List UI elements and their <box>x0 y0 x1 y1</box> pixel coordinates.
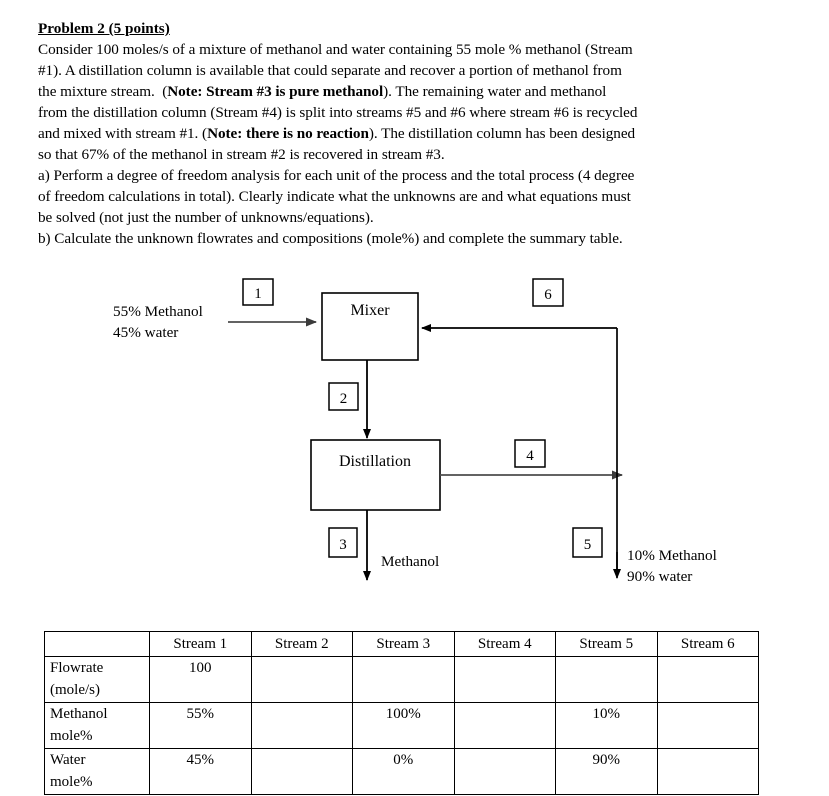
statement-line-4: from the distillation column (Stream #4) is split into streams #5 and #6 where stream #6 is recycled <box>38 104 638 121</box>
cell-water-stream-3[interactable]: 0% <box>353 749 455 795</box>
process-flow-diagram <box>0 262 829 602</box>
header-stream-4: Stream 4 <box>454 632 556 657</box>
row-label-methanol-line2: mole% <box>50 728 93 744</box>
distillation-box <box>311 440 440 510</box>
statement-line-5-pre: and mixed with stream #1. ( <box>38 125 208 142</box>
statement-line-5 <box>38 123 796 144</box>
note-stream-3-pure: Note: Stream #3 is pure methanol <box>167 83 384 100</box>
statement-line-3 <box>38 81 796 102</box>
cell-methanol-stream-6[interactable] <box>657 703 759 749</box>
problem-title: Problem 2 (5 points) <box>38 20 170 37</box>
header-stream-2: Stream 2 <box>251 632 353 657</box>
stream-5-label-box <box>573 528 602 557</box>
cell-methanol-stream-2[interactable] <box>251 703 353 749</box>
distillation-label: Distillation <box>339 453 411 470</box>
header-stream-3: Stream 3 <box>353 632 455 657</box>
problem-statement <box>38 18 796 249</box>
feed-composition-line1: 55% Methanol <box>113 303 203 320</box>
row-label-flowrate-line1: Flowrate <box>50 660 104 676</box>
cell-methanol-stream-3[interactable]: 100% <box>353 703 455 749</box>
cell-flowrate-stream-6[interactable] <box>657 657 759 703</box>
stream-6-number: 6 <box>544 287 552 303</box>
stream-6-label-box <box>533 279 563 306</box>
statement-line-1: Consider 100 moles/s of a mixture of methanol and water containing 55 mole % methanol (Stream <box>38 41 633 58</box>
cell-flowrate-stream-4[interactable] <box>454 657 556 703</box>
header-stream-1: Stream 1 <box>150 632 252 657</box>
cell-flowrate-stream-1[interactable]: 100 <box>150 657 252 703</box>
methanol-product-label: Methanol <box>381 553 440 570</box>
header-blank <box>45 632 150 657</box>
cell-water-stream-5[interactable]: 90% <box>556 749 658 795</box>
table-row <box>45 749 759 795</box>
cell-flowrate-stream-2[interactable] <box>251 657 353 703</box>
row-label-water-line1: Water <box>50 752 86 768</box>
table-header-row <box>45 632 759 657</box>
statement-line-9: be solved (not just the number of unknowns/equations). <box>38 209 374 226</box>
stream-4-number: 4 <box>526 448 534 464</box>
statement-line-2: #1). A distillation column is available that could separate and recover a portion of methanol from <box>38 62 622 79</box>
stream-2-number: 2 <box>339 391 348 407</box>
cell-flowrate-stream-5[interactable] <box>556 657 658 703</box>
statement-line-5-post: ). The distillation column has been designed <box>368 125 636 142</box>
mixer-unit <box>322 293 418 360</box>
table-row <box>45 703 759 749</box>
feed-composition-line2: 45% water <box>113 324 179 341</box>
cell-flowrate-stream-3[interactable] <box>353 657 455 703</box>
row-label-water-line2: mole% <box>50 774 93 790</box>
stream-1-number: 1 <box>254 286 262 302</box>
cell-methanol-stream-5[interactable]: 10% <box>556 703 658 749</box>
bottoms-composition-line2: 90% water <box>627 568 693 585</box>
statement-line-3-post: ). The remaining water and methanol <box>383 83 607 100</box>
row-label-flowrate-line2: (mole/s) <box>50 682 100 698</box>
statement-line-8: of freedom calculations in total). Clearly indicate what the unknowns are and what equations must <box>38 188 631 205</box>
stream-1-label-box <box>243 279 273 305</box>
statement-line-6: so that 67% of the methanol in stream #2 is recovered in stream #3. <box>38 146 445 163</box>
bottoms-composition-line1: 10% Methanol <box>627 547 717 564</box>
row-label-methanol <box>45 703 150 749</box>
stream-5-number: 5 <box>583 537 592 553</box>
cell-methanol-stream-1[interactable]: 55% <box>150 703 252 749</box>
note-no-reaction: Note: there is no reaction <box>207 125 369 142</box>
row-label-water <box>45 749 150 795</box>
stream-3-number: 3 <box>339 537 347 553</box>
cell-water-stream-1[interactable]: 45% <box>150 749 252 795</box>
stream-summary-table <box>44 631 759 795</box>
cell-methanol-stream-4[interactable] <box>454 703 556 749</box>
stream-3-label-box <box>329 528 357 557</box>
mixer-label: Mixer <box>350 302 390 319</box>
statement-line-10: b) Calculate the unknown flowrates and compositions (mole%) and complete the summary table. <box>38 230 623 247</box>
distillation-unit <box>311 440 440 510</box>
cell-water-stream-2[interactable] <box>251 749 353 795</box>
header-stream-6: Stream 6 <box>657 632 759 657</box>
cell-water-stream-4[interactable] <box>454 749 556 795</box>
header-stream-5: Stream 5 <box>556 632 658 657</box>
row-label-methanol-line1: Methanol <box>50 706 108 722</box>
statement-line-3-pre: the mixture stream. ( <box>38 83 168 100</box>
row-label-flowrate <box>45 657 150 703</box>
stream-2-label-box <box>329 383 358 410</box>
cell-water-stream-6[interactable] <box>657 749 759 795</box>
table-row <box>45 657 759 703</box>
statement-line-7: a) Perform a degree of freedom analysis for each unit of the process and the total process (4 degree <box>38 167 635 184</box>
stream-4-label-box <box>515 440 545 467</box>
